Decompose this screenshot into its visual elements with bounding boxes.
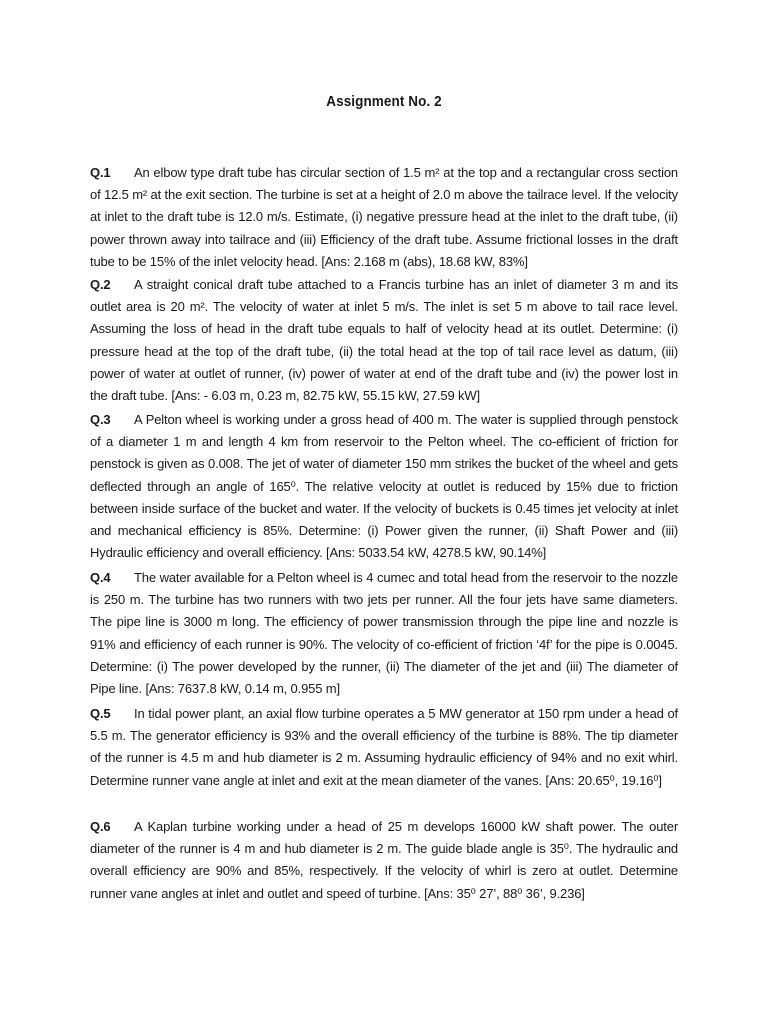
question-text: A straight conical draft tube attached to a Francis turbine has an inlet of diameter 3 m and its outlet area is 20 m². The velocity of water at inlet 5 m/s. The inlet is set 5 m above to tail race level. Assuming the loss of head in the draft tube equals to half of velocity head at its outlet. Determine: (i) pressure head at the top of the draft tube, (ii) the total head at the top of tail race level as datum, (iii) power of water at outlet of runner, (iv) power of water at end of the draft tube and (iv) the power lost in the draft tube. [Ans: - 6.03 m, 0.23 m, 82.75 kW, 55.15 kW, 27.59 kW]: [90, 277, 678, 404]
question-text: An elbow type draft tube has circular section of 1.5 m² at the top and a rectangular cross section of 12.5 m² at the exit section. The turbine is set at a height of 2.0 m above the tailrace level. If the velocity at inlet to the draft tube is 12.0 m/s. Estimate, (i) negative pressure head at the inlet to the draft tube, (ii) power thrown away into tailrace and (iii) Efficiency of the draft tube. Assume frictional losses in the draft tube to be 15% of the inlet velocity head. [Ans: 2.168 m (abs), 18.68 kW, 83%]: [90, 165, 678, 269]
question-number: Q.2: [90, 277, 111, 292]
question-3: [90, 409, 678, 564]
question-4: [90, 567, 678, 700]
question-number: Q.6: [90, 819, 111, 834]
question-2: [90, 274, 678, 407]
question-text: A Pelton wheel is working under a gross head of 400 m. The water is supplied through penstock of a diameter 1 m and length 4 km from reservoir to the Pelton wheel. The co-efficient of friction for penstock is given as 0.008. The jet of water of diameter 150 mm strikes the bucket of the wheel and gets deflected through an angle of 165⁰. The relative velocity at outlet is reduced by 15% due to friction between inside surface of the bucket and water. If the velocity of buckets is 0.45 times jet velocity at inlet and mechanical efficiency is 85%. Determine: (i) Power given the runner, (ii) Shaft Power and (iii) Hydraulic efficiency and overall efficiency. [Ans: 5033.54 kW, 4278.5 kW, 90.14%]: [90, 412, 678, 561]
question-number: Q.3: [90, 412, 111, 427]
question-5: [90, 703, 678, 792]
question-1: [90, 162, 678, 273]
question-number: Q.5: [90, 706, 111, 721]
question-text: A Kaplan turbine working under a head of 25 m develops 16000 kW shaft power. The outer diameter of the runner is 4 m and hub diameter is 2 m. The guide blade angle is 35⁰. The hydraulic and overall efficiency are 90% and 85%, respectively. If the velocity of whirl is zero at outlet. Determine runner vane angles at inlet and outlet and speed of turbine. [Ans: 35⁰ 27’, 88⁰ 36’, 9.236]: [90, 819, 678, 901]
question-number: Q.4: [90, 570, 111, 585]
question-6: [90, 816, 678, 905]
question-text: In tidal power plant, an axial flow turbine operates a 5 MW generator at 150 rpm under a head of 5.5 m. The generator efficiency is 93% and the overall efficiency of the turbine is 88%. The tip diameter of the runner is 4.5 m and hub diameter is 2 m. Assuming hydraulic efficiency of 94% and no exit whirl. Determine runner vane angle at inlet and exit at the mean diameter of the vanes. [Ans: 20.65⁰, 19.16⁰]: [90, 706, 678, 788]
question-number: Q.1: [90, 165, 111, 180]
document-title: Assignment No. 2: [326, 93, 442, 110]
question-text: The water available for a Pelton wheel is 4 cumec and total head from the reservoir to the nozzle is 250 m. The turbine has two runners with two jets per runner. All the four jets have same diameters. The pipe line is 3000 m long. The efficiency of power transmission through the pipe line and nozzle is 91% and efficiency of each runner is 90%. The velocity of co-efficient of friction ‘4f’ for the pipe is 0.0045. Determine: (i) The power developed by the runner, (ii) The diameter of the jet and (iii) The diameter of Pipe line. [Ans: 7637.8 kW, 0.14 m, 0.955 m]: [90, 570, 678, 697]
